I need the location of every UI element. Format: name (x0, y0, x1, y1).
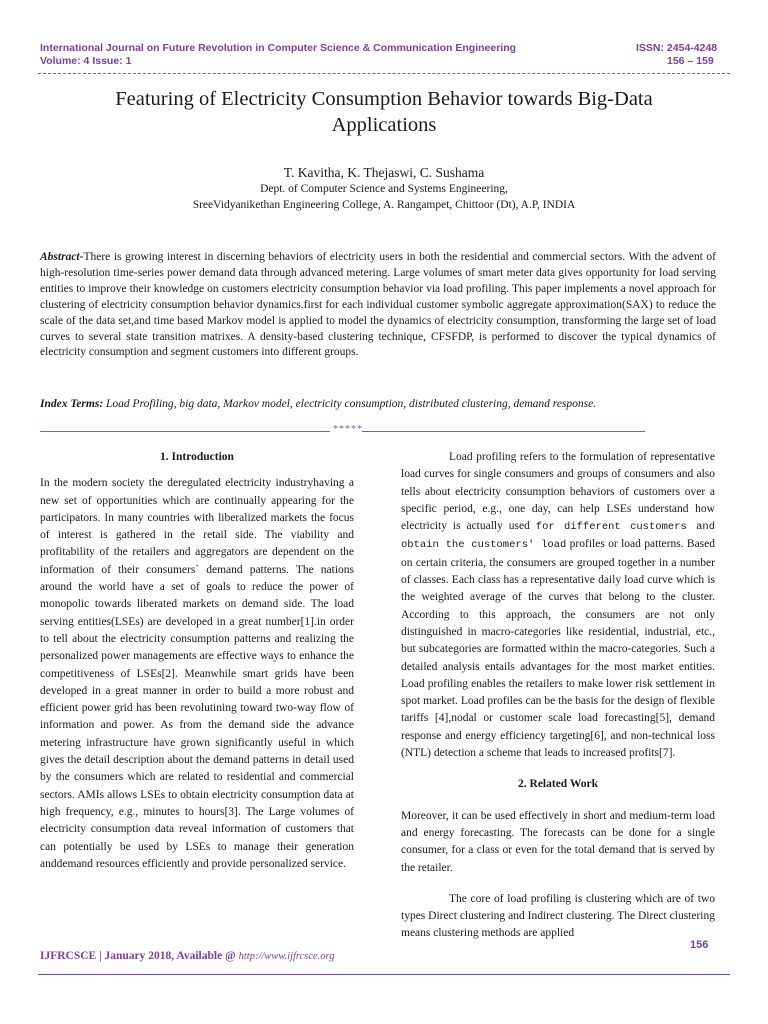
index-terms-text: Load Profiling, big data, Markov model, electricity consumption, distributed clustering, demand response. (103, 398, 597, 410)
footer-url[interactable]: http://www.ijfrcsce.org (238, 951, 335, 962)
issn: ISSN: 2454-4248 (636, 42, 718, 54)
title-line-2: Applications (331, 114, 437, 136)
abstract-text: There is growing interest in discerning behaviors of electricity users in both the residential and commercial sectors. With the advent of high-resolution time-series power demand data through advanced metering. Large volumes of smart meter data gives opportunity for load serving entities to improve their knowledge on customers electricity consumption behavior via load profiling. This paper implements a novel approach for clustering of electricity consumption behavior dynamics.first for each individual customer symbolic aggregate approximation(SAX) to reduce the scale of the data set,and time based Markov model is applied to model the dynamics of electricity consumption, transforming the large set of load curves to several state transition matrixes. A density-based clustering technique, CFSFDP, is performed to discover the typical dynamics of electricity consumption and segment customers into different groups. (40, 251, 716, 359)
index-terms (40, 396, 716, 412)
footer (40, 950, 335, 962)
introduction-paragraph: In the modern society the deregulated electricity industryhaving a new set of opportunities which are continually appearing for the participators. In many countries with liberalized markets the focus of interest is gathered in the retail side. The viability and profitability of the retailers and aggregators are dependent on the information of their consumers` demand patterns. The nations around the world have a set of goals to reduce the power of monopolic towards liberated markets on demand side. The load serving entities(LSEs) are developed in a great number[1].in order to tell about the electricity consumption patterns and realizing the personalized power managements are effective ways to enhance the competitiveness of LSEs[2]. Meanwhile smart grids have been developed in a great manner in order to build a more robust and efficient power grid has been revolutining toward two-way flow of information and power. As from the demand side the advance metering infrastructure have grown significantly useful in which gives the detail description about the demand patterns in detail used by the consumers which are related to residential and commercial sectors. AMIs allows LSEs to obtain electricity consumption data at high frequency, e.g., minutes to hours[3]. The Large volumes of electricity consumption data reveal information of customers that can potentially be used by LSEs to manage their generation anddemand resources efficiently and provide personalized service. (40, 477, 354, 870)
right-column (401, 449, 715, 943)
footer-rule (38, 974, 730, 975)
section-1-heading: 1. Introduction (160, 451, 234, 463)
page-number: 156 (690, 939, 709, 951)
section-2-heading: 2. Related Work (518, 778, 598, 791)
affiliation-college: SreeVidyanikethan Engineering College, A. Rangampet, Chittoor (Dt), A.P, INDIA (192, 199, 576, 211)
title-line-1: Featuring of Electricity Consumption Behavior towards Big-Data (115, 88, 653, 110)
related-work-paragraph-1: Moreover, it can be used effectively in short and medium-term load and energy forecasting. The forecasts can be done for a single consumer, for a class or even for the total demand that is served by the retailer. (401, 809, 715, 874)
volume-issue: Volume: 4 Issue: 1 (40, 55, 132, 67)
separator-stars: ***** (333, 424, 363, 435)
index-terms-label: Index Terms: (40, 398, 104, 410)
journal-name: International Journal on Future Revolution in Computer Science & Communication Engineering (40, 42, 517, 54)
abstract-label: Abstract- (40, 251, 84, 263)
affiliation-dept: Dept. of Computer Science and Systems Engineering, (260, 183, 508, 195)
monospace-text-fragment: for different customers and obtain the customers' load (401, 521, 716, 552)
page-range: 156 – 159 (667, 55, 714, 67)
authors: T. Kavitha, K. Thejaswi, C. Sushama (283, 165, 485, 180)
abstract (40, 250, 716, 361)
header-rule (38, 73, 730, 74)
paper-title (40, 86, 728, 138)
related-work-paragraph-2: The core of load profiling is clustering which are of two types Direct clustering and Indirect clustering. The Direct clustering means clustering methods are applied (401, 892, 715, 940)
footer-label: IJFRCSCE | January 2018, Available @ (40, 950, 239, 962)
left-column (40, 449, 354, 873)
load-profiling-paragraph: Load profiling refers to the formulation of representative load curves for single consumers and groups of consumers and also tells about electricity consumption behaviors of customers over a specific period, e.g., one day, can help LSEs understand how electricity is actually used for different customers and obtain the customers' load profiles or load patterns. Based on certain criteria, the consumers are grouped together in a number of classes. Each class has a representative daily load curve which is the weighted average of the curves that belong to the cluster. According to this approach, the consumers are not only distinguished in macro-categories like residential, industrial, etc., but subcategories are formatted within the macro-categories. Such a detailed analysis entails advantages for the most market entities. Load profiling enables the retailers to make lower risk settlement in spot market. Load profiles can be the basis for the design of flexible tariffs [4],nodal or customer scale load forecasting[5], demand response and energy efficiency targeting[6], and non-technical loss (NTL) detection a scheme that leads to increased profits[7]. (401, 451, 716, 760)
